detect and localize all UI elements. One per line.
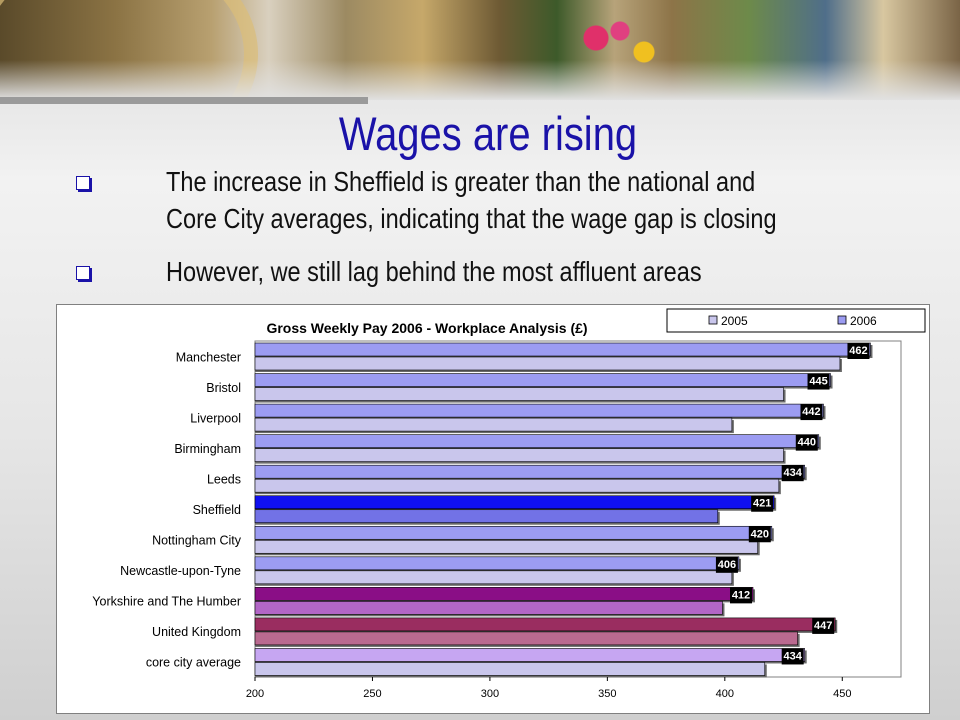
bar-2006 bbox=[255, 465, 805, 478]
data-label: 421 bbox=[752, 497, 772, 510]
bar-2006 bbox=[255, 496, 774, 509]
bar-2006 bbox=[255, 648, 805, 661]
bar-2005 bbox=[255, 540, 758, 553]
bar-2005 bbox=[255, 479, 779, 492]
bar-2006 bbox=[255, 618, 835, 631]
bar-2005 bbox=[255, 601, 722, 614]
banner-divider bbox=[0, 97, 368, 104]
category-label: Manchester bbox=[175, 350, 241, 365]
legend-frame bbox=[667, 309, 925, 332]
bar-2006 bbox=[255, 374, 831, 387]
chart-legend bbox=[667, 309, 925, 332]
category-label: Leeds bbox=[206, 472, 241, 487]
bar-chart bbox=[57, 305, 929, 713]
header-banner-photo bbox=[0, 0, 960, 100]
chart-container bbox=[56, 304, 930, 714]
data-label: 445 bbox=[809, 375, 828, 388]
bar-2005 bbox=[255, 662, 765, 675]
bar-2006 bbox=[255, 435, 819, 448]
bar-2005 bbox=[255, 632, 798, 645]
legend-label-2006: 2006 bbox=[850, 314, 877, 328]
chart-title: Gross Weekly Pay 2006 - Workplace Analysis (£) bbox=[266, 320, 588, 336]
bar-2006 bbox=[255, 343, 870, 356]
category-label: Bristol bbox=[206, 380, 241, 395]
category-label: Newcastle-upon-Tyne bbox=[120, 564, 241, 579]
data-label: 462 bbox=[849, 345, 868, 357]
bar-2006 bbox=[255, 557, 739, 570]
bullet-2-line-1: However, we still lag behind the most affluent areas bbox=[166, 256, 702, 287]
bar-2005 bbox=[255, 449, 784, 462]
category-label: core city average bbox=[145, 655, 241, 670]
category-label: United Kingdom bbox=[152, 625, 241, 640]
category-label: Yorkshire and The Humber bbox=[92, 594, 241, 609]
bar-2006 bbox=[255, 526, 772, 539]
x-tick-label: 300 bbox=[480, 688, 500, 700]
bar-2005 bbox=[255, 571, 732, 584]
plot-area bbox=[92, 341, 901, 700]
data-label: 442 bbox=[802, 406, 821, 419]
category-label: Birmingham bbox=[174, 441, 241, 456]
data-label: 434 bbox=[783, 650, 802, 663]
bullet-1-line-1: The increase in Sheffield is greater than the national and bbox=[166, 166, 756, 197]
bar-2006 bbox=[255, 404, 823, 417]
category-label: Sheffield bbox=[192, 503, 241, 517]
x-tick-label: 450 bbox=[833, 688, 852, 700]
bullet-1-line-2: Core City averages, indicating that the wage gap is closing bbox=[166, 203, 777, 234]
slide-title: Wages are rising bbox=[338, 107, 638, 160]
legend-label-2005: 2005 bbox=[721, 314, 748, 328]
banner-fade bbox=[0, 60, 960, 100]
bar-2005 bbox=[255, 510, 718, 523]
legend-swatch-2005 bbox=[709, 316, 717, 324]
bar-2005 bbox=[255, 418, 732, 431]
data-label: 406 bbox=[717, 558, 737, 571]
bar-2005 bbox=[255, 357, 840, 370]
bullet-icon bbox=[76, 264, 92, 280]
data-label: 412 bbox=[731, 589, 751, 602]
data-label: 420 bbox=[750, 528, 769, 541]
category-label: Liverpool bbox=[190, 411, 241, 426]
bullet-icon bbox=[76, 174, 92, 190]
bar-2005 bbox=[255, 388, 784, 401]
x-tick-label: 350 bbox=[598, 688, 617, 700]
x-tick-label: 200 bbox=[245, 688, 265, 700]
data-label: 440 bbox=[797, 436, 816, 449]
category-label: Nottingham City bbox=[152, 533, 241, 548]
bar-2006 bbox=[255, 587, 753, 600]
data-label: 447 bbox=[814, 619, 833, 632]
x-tick-label: 400 bbox=[715, 688, 734, 700]
legend-swatch-2006 bbox=[838, 316, 846, 324]
data-label: 434 bbox=[783, 467, 802, 480]
x-tick-label: 250 bbox=[363, 688, 382, 700]
